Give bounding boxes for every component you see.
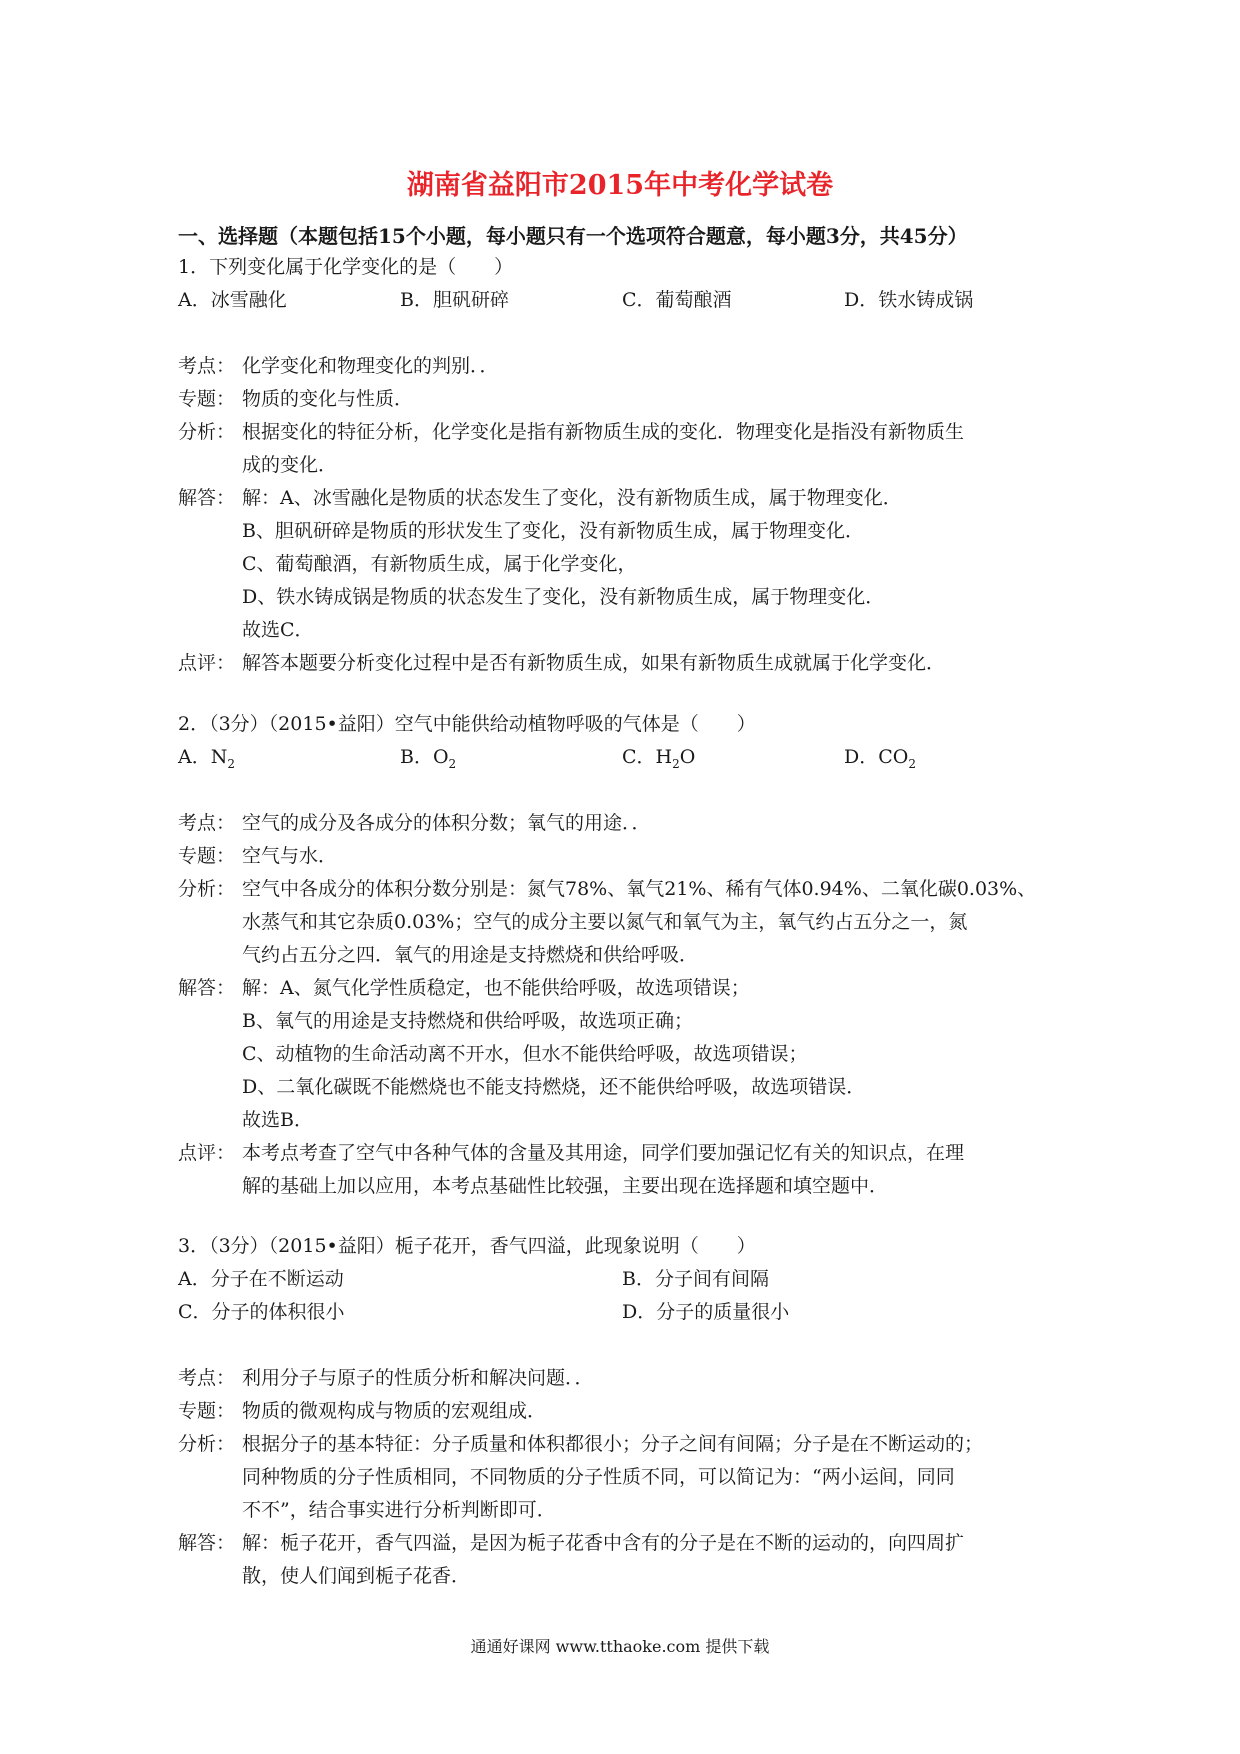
dianping-line: 解的基础上加以应用，本考点基础性比较强，主要出现在选择题和填空题中．	[242, 1175, 889, 1197]
option-a: A．冰雪融化	[178, 289, 287, 311]
jieda-line: 故选C．	[242, 619, 314, 641]
answer-analysis-2	[178, 807, 1073, 1203]
option-d: D．$CO_2$	[844, 746, 916, 771]
kaodian-row	[178, 1362, 1073, 1395]
fenxi-line: 不不”，结合事实进行分析判断即可．	[242, 1499, 556, 1521]
fenxi-row	[178, 1428, 1073, 1527]
jieda-label: 解答：	[178, 977, 236, 999]
kaodian-text: 利用分子与原子的性质分析和解决问题．．	[242, 1367, 594, 1389]
kaodian-text: 化学变化和物理变化的判别．．	[242, 355, 499, 377]
dianping-line: 解答本题要分析变化过程中是否有新物质生成，如果有新物质生成就属于化学变化．	[242, 652, 946, 674]
jieda-line: C、葡萄酿酒，有新物质生成，属于化学变化，	[242, 553, 637, 575]
option-c: C．$H_2O$	[622, 746, 696, 771]
jieda-label: 解答：	[178, 1532, 236, 1554]
zhuanti-row	[178, 1395, 1073, 1428]
zhuanti-text: 物质的微观构成与物质的宏观组成．	[242, 1400, 547, 1422]
question-1	[178, 251, 1073, 317]
fenxi-label: 分析：	[178, 421, 236, 443]
fenxi-line: 空气中各成分的体积分数分别是：氮气78%、氧气21%、稀有气体0.94%、二氧化碳0.03%、	[242, 878, 1037, 900]
fenxi-line: 根据变化的特征分析，化学变化是指有新物质生成的变化．物理变化是指没有新物质生	[242, 421, 965, 443]
fenxi-line: 同种物质的分子性质相同，不同物质的分子性质不同，可以简记为：“两小运间，同同	[242, 1466, 955, 1488]
section-heading: 一、选择题（本题包括15个小题，每小题只有一个选项符合题意，每小题3分，共45分）	[178, 224, 968, 248]
option-a: A．分子在不断运动	[178, 1268, 344, 1290]
question-options	[178, 284, 1073, 317]
jieda-line: C、动植物的生命活动离不开水，但水不能供给呼吸，故选项错误；	[242, 1043, 808, 1065]
jieda-line: 解：A、氮气化学性质稳定，也不能供给呼吸，故选项错误；	[242, 977, 750, 999]
jieda-line: B、胆矾研碎是物质的形状发生了变化，没有新物质生成，属于物理变化．	[242, 520, 864, 542]
zhuanti-row	[178, 840, 1073, 873]
fenxi-line: 根据分子的基本特征：分子质量和体积都很小；分子之间有间隔；分子是在不断运动的；	[242, 1433, 984, 1455]
fenxi-label: 分析：	[178, 1433, 236, 1455]
answer-analysis-3	[178, 1362, 1073, 1593]
fenxi-line: 气约占五分之四．氧气的用途是支持燃烧和供给呼吸．	[242, 944, 699, 966]
dianping-line: 本考点考查了空气中各种气体的含量及其用途，同学们要加强记忆有关的知识点，在理	[242, 1142, 965, 1164]
question-stem: 3．（3分）（2015•益阳）栀子花开，香气四溢，此现象说明（ ）	[178, 1235, 756, 1257]
jieda-row	[178, 482, 1073, 647]
option-c: C．分子的体积很小	[178, 1301, 345, 1323]
zhuanti-text: 空气与水．	[242, 845, 338, 867]
zhuanti-label: 专题：	[178, 1400, 236, 1422]
question-2	[178, 708, 1073, 774]
option-b: B．$O_2$	[400, 746, 457, 771]
jieda-row	[178, 1527, 1073, 1593]
jieda-line: 故选B．	[242, 1109, 313, 1131]
jieda-line: D、铁水铸成锅是物质的状态发生了变化，没有新物质生成，属于物理变化．	[242, 586, 885, 608]
kaodian-row	[178, 350, 1073, 383]
zhuanti-row	[178, 383, 1073, 416]
option-c: C．葡萄酿酒	[622, 289, 732, 311]
zhuanti-text: 物质的变化与性质．	[242, 388, 414, 410]
page-title: 湖南省益阳市2015年中考化学试卷	[406, 170, 834, 201]
dianping-row	[178, 647, 1073, 680]
kaodian-label: 考点：	[178, 355, 236, 377]
question-options	[178, 1296, 1073, 1329]
option-b: B．分子间有间隔	[622, 1268, 769, 1290]
jieda-line: 解：栀子花开，香气四溢，是因为栀子花香中含有的分子是在不断的运动的，向四周扩	[242, 1532, 965, 1554]
jieda-line: 解：A、冰雪融化是物质的状态发生了变化，没有新物质生成，属于物理变化．	[242, 487, 902, 509]
fenxi-line: 成的变化．	[242, 454, 338, 476]
dianping-label: 点评：	[178, 1142, 236, 1164]
option-d: D．铁水铸成锅	[844, 289, 974, 311]
question-options	[178, 741, 1073, 774]
fenxi-label: 分析：	[178, 878, 236, 900]
footer-text: 通通好课网 www.tthaoke.com 提供下载	[470, 1637, 770, 1656]
question-options	[178, 1263, 1073, 1296]
dianping-label: 点评：	[178, 652, 236, 674]
kaodian-text: 空气的成分及各成分的体积分数；氧气的用途．．	[242, 812, 651, 834]
kaodian-row	[178, 807, 1073, 840]
zhuanti-label: 专题：	[178, 845, 236, 867]
option-d: D．分子的质量很小	[622, 1301, 790, 1323]
jieda-line: D、二氧化碳既不能燃烧也不能支持燃烧，还不能供给呼吸，故选项错误．	[242, 1076, 866, 1098]
fenxi-line: 水蒸气和其它杂质0.03%；空气的成分主要以氮气和氧气为主，氧气约占五分之一，氮	[242, 911, 968, 933]
fenxi-row	[178, 873, 1073, 972]
option-a: A．$N_2$	[178, 746, 235, 771]
option-b: B．胆矾研碎	[400, 289, 509, 311]
jieda-line: 散，使人们闻到栀子花香．	[242, 1565, 471, 1587]
answer-analysis-1	[178, 350, 1073, 680]
kaodian-label: 考点：	[178, 1367, 236, 1389]
question-stem: 1．下列变化属于化学变化的是（ ）	[178, 256, 514, 278]
jieda-row	[178, 972, 1073, 1137]
question-3	[178, 1230, 1073, 1329]
fenxi-row	[178, 416, 1073, 482]
jieda-label: 解答：	[178, 487, 236, 509]
kaodian-label: 考点：	[178, 812, 236, 834]
dianping-row	[178, 1137, 1073, 1203]
question-stem: 2．（3分）（2015•益阳）空气中能供给动植物呼吸的气体是（ ）	[178, 713, 756, 735]
jieda-line: B、氧气的用途是支持燃烧和供给呼吸，故选项正确；	[242, 1010, 693, 1032]
zhuanti-label: 专题：	[178, 388, 236, 410]
